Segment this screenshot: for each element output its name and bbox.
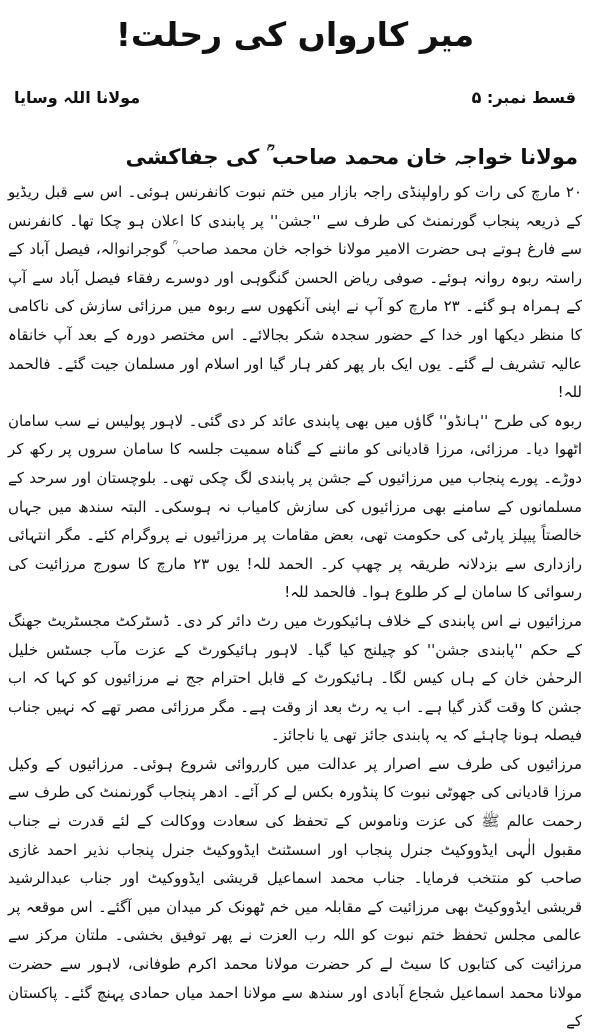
article-meta: [14, 84, 576, 112]
paragraph: مرزائیوں کی طرف سے اصرار پر عدالت میں کارروائی شروع ہوئی۔ مرزائیوں کے وکیل مرزا قادیانی کی جھوٹی نبوت کا پنڈورہ بکس لے کر آئے۔ ادھر پنجاب گورنمنٹ کی طرف سے رحمت عالم ﷺ کی عزت وناموس کے تحفظ کی سعادت ووکالت کے لئے قدرت نے جناب مقبول الٰہی ایڈووکیٹ جنرل پنجاب اور اسسٹنٹ ایڈووکیٹ جنرل پنجاب نذیر احمد غازی صاحب کو منتخب فرمایا۔ جناب محمد اسماعیل قریشی ایڈووکیٹ اور جناب عبدالرشید قریشی ایڈووکیٹ بھی مرزائیت کے مقابلہ میں خم ٹھونک کر میدان میں آگئے۔ اس موقعہ پر عالمی مجلس تحفظ ختم نبوت کو اللہ رب العزت نے پھر توفیق بخشی۔ ملتان مرکز سے مرزائیت کی کتابوں کا سیٹ لے کر حضرت مولانا محمد اکرم طوفانی، لاہور سے حضرت مولانا محمد اسماعیل شجاع آبادی اور سندھ سے مولانا احمد میاں حمادی پہنچ گئے۔ پاکستان کے: [8, 754, 582, 1031]
section-heading: مولانا خواجہ خان محمد صاحب ؒ کی جفاکشی: [125, 145, 578, 169]
paragraph: ربوہ کی طرح ''ہانڈو'' گاؤں میں بھی پابندی عائد کر دی گئی۔ لاہور پولیس نے سب سامان اٹھوا دیا۔ مرزائی، مرزا قادیانی کو ماننے کے گناہ سمیت جلسہ کا سامان سروں پر رکھ کر دوڑے۔ پورے پنجاب میں مرزائیوں کے جشن پر پابندی لگ چکی تھی۔ بلوچستان اور سرحد کے مسلمانوں کے سامنے بھی مرزائیوں کی سازش کامیاب نہ ہوسکی۔ البتہ سندھ میں جہاں خالصتاً پیپلز پارٹی کی حکومت تھی، بعض مقامات پر مرزائیوں نے پروگرام کئے۔ مگر انتہائی رازداری سے بزدلانہ طریقہ پر چھپ کر۔ الحمد للہ! یوں ۲۳ مارچ کا سورج مرزائیت کی رسوائی کا سامان لے کر طلوع ہوا۔ فالحمد للہ!: [8, 411, 582, 602]
installment-number: قسط نمبر: ۵: [471, 88, 576, 107]
paragraph: ۲۰ مارچ کی رات کو راولپنڈی راجہ بازار میں ختم نبوت کانفرنس ہوئی۔ اس سے قبل ریڈیو کے ذریعہ پنجاب گورنمنٹ کی طرف سے ''جشن'' پر پابندی کا اعلان ہو چکا تھا۔ کانفرنس سے فارغ ہوتے ہی حضرت الامیر مولانا خواجہ خان محمد صاحب ؒ گوجرانوالہ، فیصل آباد کے راستہ ربوہ روانہ ہوئے۔ صوفی ریاض الحسن گنگوہی اور دوسرے رفقاء فیصل آباد سے آپ کے ہمراہ ہو گئے۔ ۲۳ مارچ کو آپ نے اپنی آنکھوں سے ربوہ میں مرزائی سازش کی ناکامی کا منظر دیکھا اور خدا کے حضور سجدہ شکر بجالائے۔ اس مختصر دورہ کے بعد آپ خانقاہ عالیہ تشریف لے گئے۔ یوں ایک بار پھر کفر ہار گیا اور اسلام اور مسلمان جیت گئے۔ فالحمد للہ!: [8, 183, 582, 402]
paragraph: مرزائیوں نے اس پابندی کے خلاف ہائیکورٹ میں رٹ دائر کر دی۔ ڈسٹرکٹ مجسٹریٹ جھنگ کے حکم ''پابندی جشن'' کو چیلنج کیا گیا۔ لاہور ہائیکورٹ کے عزت مآب جسٹس خلیل الرحمٰن خان کے ہاں کیس لگا۔ ہائیکورٹ کے قابل احترام جج نے مرزائیوں کو کہا کہ اب جشن کا وقت گذر گیا ہے۔ اب یہ رٹ بعد از وقت ہے۔ مگر مرزائی مصر تھے کہ نہیں جناب فیصلہ ہونا چاہئے کہ یہ پابندی جائز تھی یا ناجائز۔: [8, 611, 582, 745]
article-body: [8, 178, 582, 1036]
author-name: مولانا اللہ وسایا: [14, 88, 141, 107]
article-title: میر کارواں کی رحلت!: [115, 15, 475, 54]
